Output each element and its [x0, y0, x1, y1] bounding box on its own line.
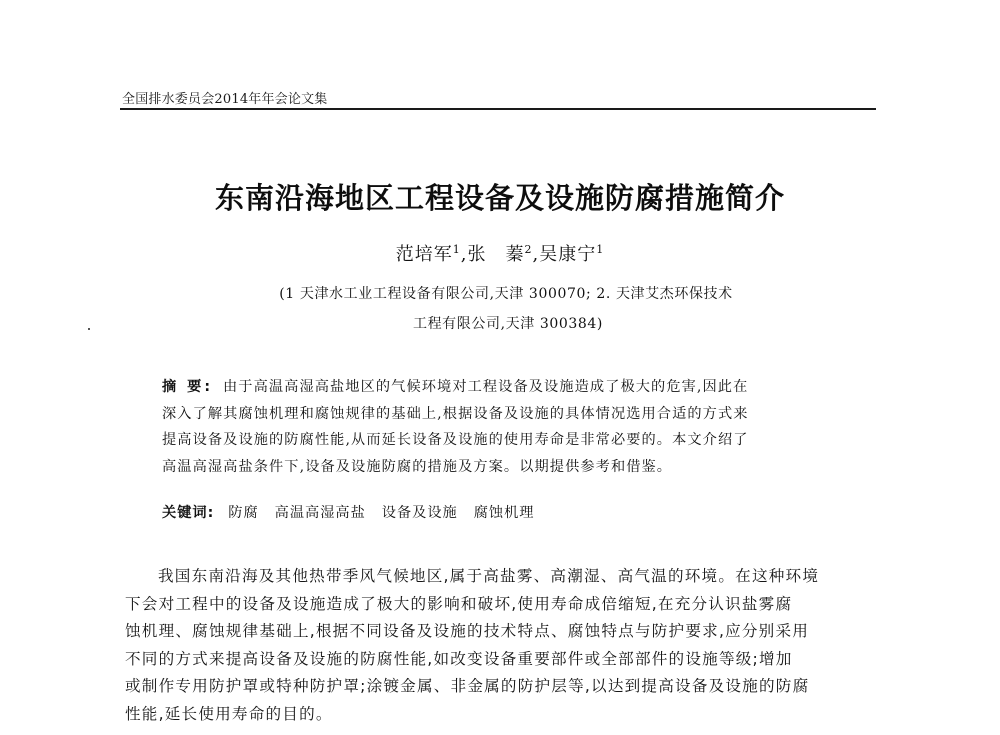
author-name: 张 蓁: [467, 244, 525, 265]
body-line: 蚀机理、腐蚀规律基础上,根据不同设备及设施的技术特点、腐蚀特点与防护要求,应分别采用: [125, 622, 810, 640]
abstract-label: 摘 要:: [162, 379, 213, 395]
affiliation-mark: 2: [524, 243, 533, 256]
affiliation-line: 工程有限公司,天津 300384): [412, 316, 603, 332]
abstract-text: 由于高温高湿高盐地区的气候环境对工程设备及设施造成了极大的危害,因此在: [223, 379, 749, 395]
keywords: [162, 502, 551, 522]
paper-title: 东南沿海地区工程设备及设施防腐措施简介: [214, 181, 785, 215]
affiliation-mark: 1: [452, 243, 461, 256]
keyword: 防腐: [228, 505, 259, 521]
author-name: 吴康宁: [539, 244, 597, 265]
body-line: 下会对工程中的设备及设施造成了极大的影响和破坏,使用寿命成倍缩短,在充分认识盐雾腐: [125, 594, 793, 613]
author-separator: ,: [532, 244, 540, 265]
body-line: 我国东南沿海及其他热带季风气候地区,属于高盐雾、高潮湿、高气温的环境。在这种环境: [158, 567, 820, 585]
author-separator: ,: [460, 244, 468, 265]
abstract-line: 高温高湿高盐条件下,设备及设施防腐的措施及方案。以期提供参考和借鉴。: [162, 458, 673, 475]
abstract-line: 提高设备及设施的防腐性能,从而延长设备及设施的使用寿命是非常必要的。本文介绍了: [162, 432, 749, 448]
running-head: 全国排水委员会2014年年会论文集: [122, 92, 328, 107]
body-paragraph: [125, 563, 885, 728]
keyword: 设备及设施: [381, 505, 458, 521]
body-line: 或制作专用防护罩或特种防护罩;涂镀金属、非金属的防护层等,以达到提高设备及设施的防腐: [125, 677, 810, 695]
abstract-line: [162, 374, 882, 401]
abstract-line: 深入了解其腐蚀机理和腐蚀规律的基础上,根据设备及设施的具体情况选用合适的方式来: [162, 405, 749, 422]
keyword: 高温高湿高盐: [274, 505, 366, 521]
body-line: 不同的方式来提高设备及设施的防腐性能,如改变设备重要部件或全部部件的设施等级;增加: [125, 649, 793, 668]
abstract: [162, 374, 882, 480]
body-line: 性能,延长使用寿命的目的。: [125, 704, 333, 723]
affiliation-mark: 1: [596, 243, 605, 256]
header-rule: [120, 108, 876, 110]
affiliation-line: (1 天津水工业工程设备有限公司,天津 300070; 2. 天津艾杰环保技术: [279, 286, 733, 302]
keyword: 腐蚀机理: [473, 505, 535, 521]
author-name: 范培军: [395, 244, 453, 265]
keywords-label: 关键词:: [162, 505, 215, 521]
author-list: [0, 240, 1000, 266]
